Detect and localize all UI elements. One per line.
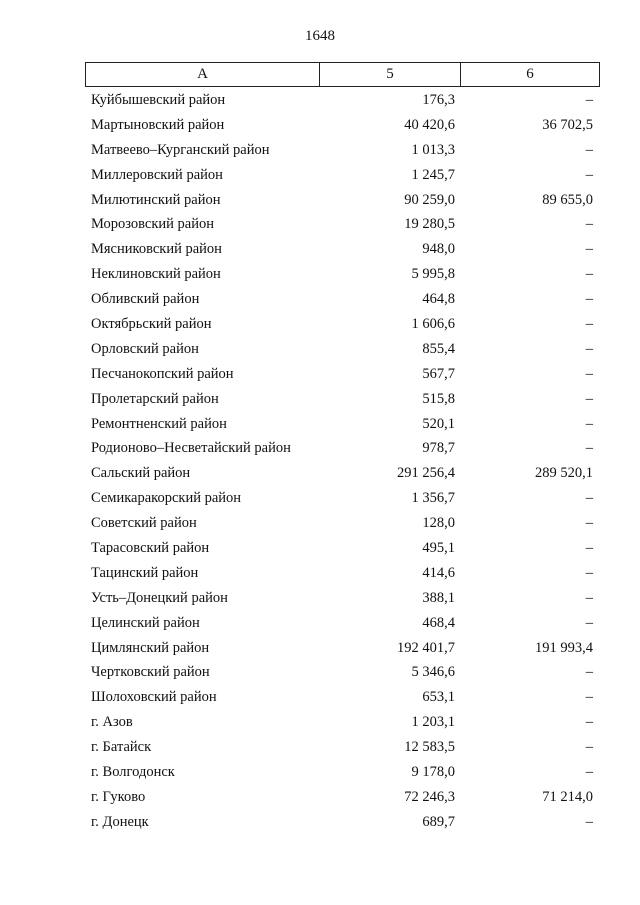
row-name: Тацинский район xyxy=(91,564,199,581)
row-name: Чертковский район xyxy=(91,664,210,681)
row-value-col-6: 71 214,0 xyxy=(542,788,593,805)
row-value-col-6: – xyxy=(585,340,593,357)
row-value-col-6: – xyxy=(585,390,593,407)
table-row xyxy=(85,436,600,461)
header-col-a: А xyxy=(86,63,320,86)
row-value-col-6: – xyxy=(585,714,593,731)
row-value-col-5: 978,7 xyxy=(422,440,455,457)
table-row xyxy=(85,237,600,262)
table-row xyxy=(85,212,600,237)
row-value-col-6: – xyxy=(585,589,593,606)
table-row xyxy=(85,188,600,213)
row-name: г. Донецк xyxy=(91,813,149,830)
row-value-col-5: 1 245,7 xyxy=(411,166,455,183)
row-name: г. Волгодонск xyxy=(91,763,175,780)
table-row xyxy=(85,312,600,337)
row-value-col-5: 1 013,3 xyxy=(411,141,455,158)
row-value-col-5: 1 356,7 xyxy=(411,490,455,507)
row-value-col-5: 40 420,6 xyxy=(404,116,455,133)
row-value-col-5: 520,1 xyxy=(422,415,455,432)
row-value-col-6: 289 520,1 xyxy=(535,465,593,482)
row-name: Семикаракорский район xyxy=(91,490,242,507)
row-name: Октябрьский район xyxy=(91,315,212,332)
table-row xyxy=(85,611,600,636)
row-value-col-6: – xyxy=(585,515,593,532)
table-row xyxy=(85,138,600,163)
row-value-col-5: 291 256,4 xyxy=(397,465,455,482)
table-row xyxy=(85,810,600,835)
table-row xyxy=(85,785,600,810)
row-value-col-6: – xyxy=(585,614,593,631)
row-value-col-5: 1 606,6 xyxy=(411,315,455,332)
row-name: Милютинский район xyxy=(91,191,221,208)
table-row xyxy=(85,710,600,735)
table-row xyxy=(85,362,600,387)
row-name: Советский район xyxy=(91,515,197,532)
row-name: Пролетарский район xyxy=(91,390,219,407)
row-value-col-5: 176,3 xyxy=(422,91,455,108)
table-row xyxy=(85,511,600,536)
table-row xyxy=(85,387,600,412)
table-row xyxy=(85,586,600,611)
row-value-col-6: 36 702,5 xyxy=(542,116,593,133)
row-value-col-5: 192 401,7 xyxy=(397,639,455,656)
row-value-col-6: – xyxy=(585,739,593,756)
row-value-col-6: – xyxy=(585,315,593,332)
table-row xyxy=(85,735,600,760)
row-value-col-5: 515,8 xyxy=(422,390,455,407)
table-row xyxy=(85,461,600,486)
table-row xyxy=(85,113,600,138)
row-value-col-6: – xyxy=(585,141,593,158)
row-value-col-5: 855,4 xyxy=(422,340,455,357)
row-name: Родионово–Несветайский район xyxy=(91,440,291,457)
row-value-col-5: 388,1 xyxy=(422,589,455,606)
row-name: Морозовский район xyxy=(91,216,215,233)
header-col-5: 5 xyxy=(320,63,461,86)
row-value-col-6: 89 655,0 xyxy=(542,191,593,208)
row-value-col-6: – xyxy=(585,216,593,233)
row-value-col-6: – xyxy=(585,440,593,457)
row-value-col-5: 12 583,5 xyxy=(404,739,455,756)
row-name: Мартыновский район xyxy=(91,116,225,133)
row-name: Неклиновский район xyxy=(91,266,221,283)
table-row xyxy=(85,536,600,561)
row-name: Усть–Донецкий район xyxy=(91,589,228,606)
row-value-col-6: – xyxy=(585,564,593,581)
row-value-col-5: 5 995,8 xyxy=(411,266,455,283)
row-value-col-5: 414,6 xyxy=(422,564,455,581)
table-row xyxy=(85,561,600,586)
table-row xyxy=(85,660,600,685)
row-value-col-6: – xyxy=(585,539,593,556)
row-value-col-6: – xyxy=(585,266,593,283)
row-value-col-6: – xyxy=(585,365,593,382)
row-value-col-5: 72 246,3 xyxy=(404,788,455,805)
row-name: г. Азов xyxy=(91,714,133,731)
row-value-col-5: 90 259,0 xyxy=(404,191,455,208)
row-value-col-5: 9 178,0 xyxy=(411,763,455,780)
row-value-col-6: – xyxy=(585,291,593,308)
row-value-col-5: 948,0 xyxy=(422,241,455,258)
header-col-6: 6 xyxy=(526,66,534,82)
table-row xyxy=(85,412,600,437)
row-name: Мясниковский район xyxy=(91,241,222,258)
row-name: Куйбышевский район xyxy=(91,91,226,108)
row-value-col-6: – xyxy=(585,813,593,830)
row-value-col-5: 468,4 xyxy=(422,614,455,631)
row-name: Цимлянский район xyxy=(91,639,210,656)
row-value-col-5: 1 203,1 xyxy=(411,714,455,731)
table-body xyxy=(85,88,600,835)
row-value-col-6: 191 993,4 xyxy=(535,639,593,656)
table-row xyxy=(85,760,600,785)
row-value-col-6: – xyxy=(585,664,593,681)
row-value-col-5: 128,0 xyxy=(422,515,455,532)
row-value-col-6: – xyxy=(585,241,593,258)
row-name: Целинский район xyxy=(91,614,200,631)
row-value-col-6: – xyxy=(585,415,593,432)
row-value-col-5: 689,7 xyxy=(422,813,455,830)
row-name: г. Гуково xyxy=(91,788,146,805)
row-value-col-6: – xyxy=(585,91,593,108)
row-name: Миллеровский район xyxy=(91,166,223,183)
row-name: Сальский район xyxy=(91,465,191,482)
row-name: г. Батайск xyxy=(91,739,152,756)
row-value-col-6: – xyxy=(585,166,593,183)
table-row xyxy=(85,287,600,312)
row-name: Орловский район xyxy=(91,340,199,357)
table-row xyxy=(85,88,600,113)
row-value-col-5: 567,7 xyxy=(422,365,455,382)
table-row xyxy=(85,262,600,287)
table-row xyxy=(85,486,600,511)
row-name: Обливский район xyxy=(91,291,200,308)
row-name: Матвеево–Курганский район xyxy=(91,141,270,158)
row-value-col-6: – xyxy=(585,490,593,507)
row-name: Тарасовский район xyxy=(91,539,210,556)
row-value-col-5: 464,8 xyxy=(422,291,455,308)
table-row xyxy=(85,337,600,362)
table-row xyxy=(85,636,600,661)
row-value-col-5: 5 346,6 xyxy=(411,664,455,681)
table-row xyxy=(85,163,600,188)
row-name: Ремонтненский район xyxy=(91,415,227,432)
row-value-col-5: 653,1 xyxy=(422,689,455,706)
table-header xyxy=(85,62,600,87)
row-value-col-6: – xyxy=(585,689,593,706)
table-row xyxy=(85,685,600,710)
row-name: Шолоховский район xyxy=(91,689,217,706)
row-value-col-5: 19 280,5 xyxy=(404,216,455,233)
row-value-col-6: – xyxy=(585,763,593,780)
page-number: 1648 xyxy=(305,28,335,44)
row-name: Песчанокопский район xyxy=(91,365,234,382)
row-value-col-5: 495,1 xyxy=(422,539,455,556)
